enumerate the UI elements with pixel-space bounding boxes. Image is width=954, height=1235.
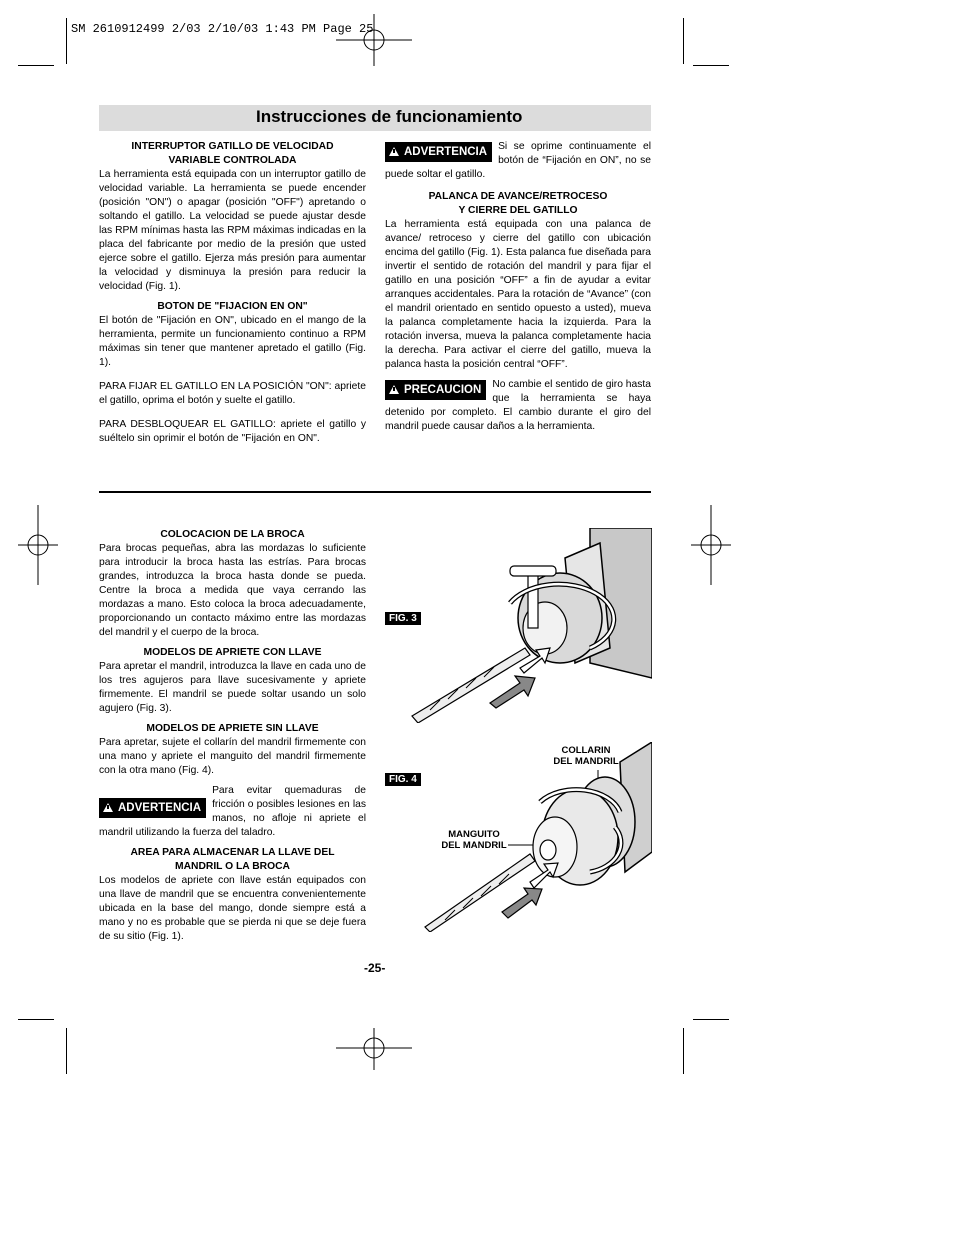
chuck-collar-callout: COLLARIN DEL MANDRIL [553, 745, 619, 767]
paragraph-keyed-models: Para apretar el mandril, introduzca la llave en cada uno de los tres agujeros para llave sucesivamente y apriete firmemente. El mandril se puede soltar usando un solo agujero (Fig. 3). [99, 661, 366, 714]
page-number: -25- [364, 961, 386, 975]
warning-icon [389, 147, 399, 156]
paragraph-bit-insertion: Para brocas pequeñas, abra las mordazas lo suficiente para introducir la broca hasta las estrías. Para brocas grandes, introduzca la broca hasta donde se pueda. Centre la broca a medida que vaya cerrando las mordazas a mano. Esto coloca la broca adecuadamente, proporcionando un contacto máximo entre las mordazas del mandril y el cuerpo de la broca. [99, 543, 366, 638]
heading-reverse-lever: PALANCA DE AVANCE/RETROCESO Y CIERRE DEL GATILLO [428, 191, 608, 216]
paragraph-lock-trigger: PARA FIJAR EL GATILLO EN LA POSICIÓN "ON": apriete el gatillo, oprima el botón y suelte el gatillo. [99, 381, 366, 406]
caution-badge: PRECAUCION [385, 380, 486, 400]
right-top-column [385, 140, 651, 434]
fig3-label: FIG. 3 [385, 612, 421, 625]
warning-icon [389, 385, 399, 394]
chuck-sleeve-callout: MANGUITO DEL MANDRIL [441, 829, 507, 851]
heading-trigger-switch: INTERRUPTOR GATILLO DE VELOCIDAD VARIABLE CONTROLADA [131, 141, 334, 166]
fig4-label: FIG. 4 [385, 773, 421, 786]
fig4-keyless-chuck-illustration [420, 742, 652, 932]
paragraph-key-storage: Los modelos de apriete con llave están equipados con una llave de mandril que se encuentra convenientemente ubicada en la base del mango, donde siempre está a mano y no es probable que se pierda ni que se deje fuera de su sitio (Fig. 1). [99, 875, 366, 942]
paragraph-lock-on-button: El botón de "Fijación en ON", ubicado en el mango de la herramienta, permite un funcionamiento continuo a RPM máximas sin tener que mantener apretado el gatillo (Fig. 1). [99, 315, 366, 368]
warning-icon [103, 803, 113, 812]
caution-text-direction: No cambie el sentido de giro hasta que la herramienta se haya detenido por completo. El cambio durante el giro del mandril puede causar daños a la herramienta. [385, 379, 651, 432]
left-bottom-column [99, 528, 366, 944]
paragraph-unlock-trigger: PARA DESBLOQUEAR EL GATILLO: apriete el gatillo y suéltelo sin oprimir el botón de "Fijación en ON". [99, 419, 366, 444]
section-divider [99, 491, 651, 493]
paragraph-keyless-models: Para apretar, sujete el collarín del mandril firmemente con una mano y apriete el manguito del mandril firmemente con la otra mano (Fig. 4). [99, 737, 366, 776]
fig3-keyed-chuck-illustration [400, 528, 652, 723]
print-slug: SM 2610912499 2/03 2/10/03 1:43 PM Page 25 [71, 22, 374, 36]
paragraph-reverse-lever: La herramienta está equipada con una palanca de avance/ retroceso y cierre del gatillo con ubicación encima del gatillo (Fig. 1). Esta palanca fue diseñada para invertir el sentido de rotación del mandril y para fijar el gatillo en una posición “OFF” a fin de ayudar a evitar arranques accidentales. Para la rotación de “Avance” (con el mandril orientado en sentido opuesto a usted), mueva la palanca completamente hacia la izquierda. Para la rotación inversa, mueva la palanca completamente hacia la derecha. Para activar el cierre del gatillo, mueva la palanca hasta la posición central “OFF”. [385, 219, 651, 370]
warning-text-friction: Para evitar quemaduras de fricción o posibles lesiones en las manos, no afloje ni apriete el mandril utilizando la fuerza del taladro. [99, 785, 366, 838]
heading-key-storage: AREA PARA ALMACENAR LA LLAVE DEL MANDRIL O LA BROCA [130, 847, 335, 872]
paragraph-trigger-switch: La herramienta está equipada con un interruptor gatillo de velocidad variable. La herramienta se puede encender (posición "ON") o apagar (posición "OFF") apretando o soltando el gatillo. La velocidad se puede ajustar desde las RPM mínimas hasta las RPM máximas indicadas en la placa del fabricante por medio de la presión que usted ejerce sobre el gatillo. Ejerza más presión para aumentar la velocidad y disminuya la presión para reducir la velocidad (Fig. 1). [99, 169, 366, 292]
heading-keyed-models: MODELOS DE APRIETE CON LLAVE [143, 647, 322, 658]
heading-lock-on-button: BOTON DE "FIJACION EN ON" [157, 301, 308, 312]
warning-badge: ADVERTENCIA [385, 142, 492, 162]
page-title: Instrucciones de funcionamiento [256, 107, 523, 126]
heading-keyless-models: MODELOS DE APRIETE SIN LLAVE [146, 723, 319, 734]
left-top-column [99, 140, 366, 446]
warning-text-lock-on: Si se oprime continuamente el botón de “Fijación en ON”, no se puede soltar el gatillo. [385, 141, 651, 180]
warning-badge: ADVERTENCIA [99, 798, 206, 818]
section-title-bar [99, 105, 651, 131]
heading-bit-insertion: COLOCACION DE LA BROCA [160, 529, 305, 540]
